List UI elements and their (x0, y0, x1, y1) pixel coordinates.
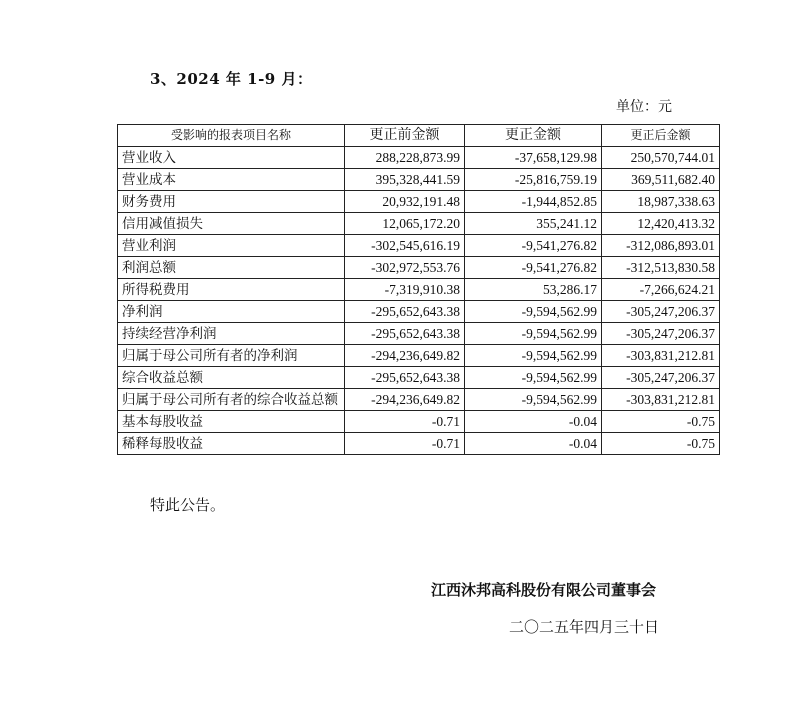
cell-correction: 53,286.17 (465, 279, 602, 301)
row-item-name: 营业收入 (118, 147, 345, 169)
cell-correction: -1,944,852.85 (465, 191, 602, 213)
cell-before: -0.71 (345, 433, 465, 455)
cell-before: 12,065,172.20 (345, 213, 465, 235)
row-item-name: 综合收益总额 (118, 367, 345, 389)
cell-correction: -9,541,276.82 (465, 257, 602, 279)
cell-after: 250,570,744.01 (602, 147, 720, 169)
cell-correction: -9,594,562.99 (465, 345, 602, 367)
row-item-name: 基本每股收益 (118, 411, 345, 433)
cell-before: 288,228,873.99 (345, 147, 465, 169)
header-correction: 更正金额 (465, 125, 602, 147)
table-row (118, 169, 720, 191)
table-row (118, 433, 720, 455)
table-row (118, 323, 720, 345)
cell-after: -312,086,893.01 (602, 235, 720, 257)
row-item-name: 持续经营净利润 (118, 323, 345, 345)
cell-before: 20,932,191.48 (345, 191, 465, 213)
cell-after: -7,266,624.21 (602, 279, 720, 301)
table-header-row (118, 125, 720, 147)
financial-table (117, 124, 720, 455)
header-item-name: 受影响的报表项目名称 (118, 125, 345, 147)
table-row (118, 301, 720, 323)
cell-correction: -0.04 (465, 411, 602, 433)
table-row (118, 235, 720, 257)
cell-correction: -9,594,562.99 (465, 323, 602, 345)
cell-correction: 355,241.12 (465, 213, 602, 235)
cell-after: -303,831,212.81 (602, 345, 720, 367)
row-item-name: 利润总额 (118, 257, 345, 279)
table-row (118, 389, 720, 411)
row-item-name: 营业成本 (118, 169, 345, 191)
table-row (118, 345, 720, 367)
row-item-name: 财务费用 (118, 191, 345, 213)
cell-correction: -37,658,129.98 (465, 147, 602, 169)
cell-after: 12,420,413.32 (602, 213, 720, 235)
cell-correction: -0.04 (465, 433, 602, 455)
cell-before: -302,972,553.76 (345, 257, 465, 279)
cell-correction: -9,594,562.99 (465, 367, 602, 389)
row-item-name: 归属于母公司所有者的综合收益总额 (118, 389, 345, 411)
cell-before: -295,652,643.38 (345, 301, 465, 323)
table-row (118, 411, 720, 433)
header-after: 更正后金额 (602, 125, 720, 147)
cell-correction: -9,594,562.99 (465, 301, 602, 323)
table-row (118, 147, 720, 169)
row-item-name: 信用减值损失 (118, 213, 345, 235)
cell-correction: -9,594,562.99 (465, 389, 602, 411)
row-item-name: 净利润 (118, 301, 345, 323)
cell-after: -312,513,830.58 (602, 257, 720, 279)
header-before: 更正前金额 (345, 125, 465, 147)
row-item-name: 所得税费用 (118, 279, 345, 301)
table-body (118, 147, 720, 455)
cell-before: -294,236,649.82 (345, 389, 465, 411)
cell-after: -305,247,206.37 (602, 367, 720, 389)
table-row (118, 367, 720, 389)
row-item-name: 营业利润 (118, 235, 345, 257)
cell-after: -305,247,206.37 (602, 301, 720, 323)
cell-after: 18,987,338.63 (602, 191, 720, 213)
cell-before: -294,236,649.82 (345, 345, 465, 367)
cell-after: -305,247,206.37 (602, 323, 720, 345)
row-item-name: 稀释每股收益 (118, 433, 345, 455)
cell-correction: -25,816,759.19 (465, 169, 602, 191)
company-signature: 江西沐邦高科股份有限公司董事会 (431, 581, 657, 599)
unit-label: 单位：元 (616, 99, 672, 115)
cell-before: -295,652,643.38 (345, 323, 465, 345)
cell-before: -302,545,616.19 (345, 235, 465, 257)
table-row (118, 191, 720, 213)
cell-before: -295,652,643.38 (345, 367, 465, 389)
signature-date: 二〇二五年四月三十日 (509, 618, 660, 636)
table-row (118, 279, 720, 301)
section-title: 3、2024 年 1-9 月： (150, 70, 313, 88)
cell-after: -0.75 (602, 411, 720, 433)
cell-after: -303,831,212.81 (602, 389, 720, 411)
cell-correction: -9,541,276.82 (465, 235, 602, 257)
row-item-name: 归属于母公司所有者的净利润 (118, 345, 345, 367)
closing-text: 特此公告。 (150, 496, 226, 514)
cell-before: -7,319,910.38 (345, 279, 465, 301)
cell-after: -0.75 (602, 433, 720, 455)
table-row (118, 257, 720, 279)
cell-before: -0.71 (345, 411, 465, 433)
cell-after: 369,511,682.40 (602, 169, 720, 191)
table-row (118, 213, 720, 235)
cell-before: 395,328,441.59 (345, 169, 465, 191)
